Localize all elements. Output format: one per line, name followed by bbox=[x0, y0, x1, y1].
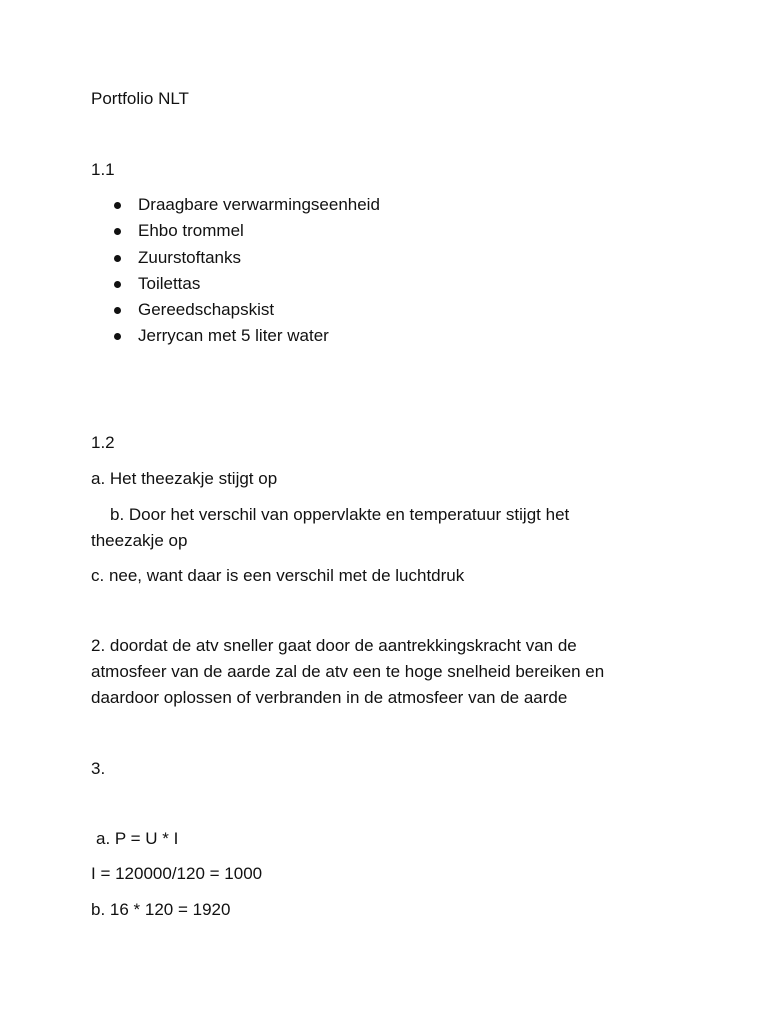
section-2-line-3: daardoor oplossen of verbranden in de atmosfeer van de aarde bbox=[91, 688, 568, 707]
section-1-2-heading: 1.2 bbox=[91, 433, 115, 452]
section-3-heading: 3. bbox=[91, 759, 106, 778]
section-2-line-2: atmosfeer van de aarde zal de atv een te hoge snelheid bereiken en bbox=[91, 662, 605, 681]
bullet-icon bbox=[114, 307, 121, 314]
bullet-icon bbox=[114, 255, 121, 262]
list-item bbox=[111, 297, 380, 323]
bullet-icon bbox=[114, 228, 121, 235]
section-1-2-answer-b-line-1: b. Door het verschil van oppervlakte en temperatuur stijgt het bbox=[110, 505, 570, 524]
list-item bbox=[111, 218, 380, 244]
bullet-icon bbox=[114, 202, 121, 209]
document-title: Portfolio NLT bbox=[91, 89, 189, 108]
list-item-text: Toilettas bbox=[138, 273, 201, 293]
list-item-text: Zuurstoftanks bbox=[138, 247, 241, 267]
list-item-text: Jerrycan met 5 liter water bbox=[138, 326, 329, 346]
section-3-answer-a: a. P = U * I bbox=[96, 829, 179, 848]
section-1-1-heading: 1.1 bbox=[91, 160, 115, 179]
list-item bbox=[111, 192, 380, 218]
bullet-icon bbox=[114, 281, 121, 288]
section-1-2-answer-c: c. nee, want daar is een verschil met de luchtdruk bbox=[91, 566, 465, 585]
list-item-text: Draagbare verwarmingseenheid bbox=[138, 195, 380, 214]
list-item-text: Ehbo trommel bbox=[138, 221, 244, 241]
list-item bbox=[111, 271, 380, 297]
section-3-answer-b: b. 16 * 120 = 1920 bbox=[91, 900, 231, 919]
list-item bbox=[111, 323, 380, 349]
list-item bbox=[111, 245, 380, 271]
section-2-line-1: 2. doordat de atv sneller gaat door de aantrekkingskracht van de bbox=[91, 636, 577, 655]
section-1-2-answer-a: a. Het theezakje stijgt op bbox=[91, 469, 278, 488]
section-1-1-list bbox=[111, 192, 380, 350]
section-1-2-answer-b-line-2: theezakje op bbox=[91, 531, 188, 550]
section-3-calculation: I = 120000/120 = 1000 bbox=[91, 864, 263, 883]
bullet-icon bbox=[114, 333, 121, 340]
list-item-text: Gereedschapskist bbox=[138, 300, 275, 320]
